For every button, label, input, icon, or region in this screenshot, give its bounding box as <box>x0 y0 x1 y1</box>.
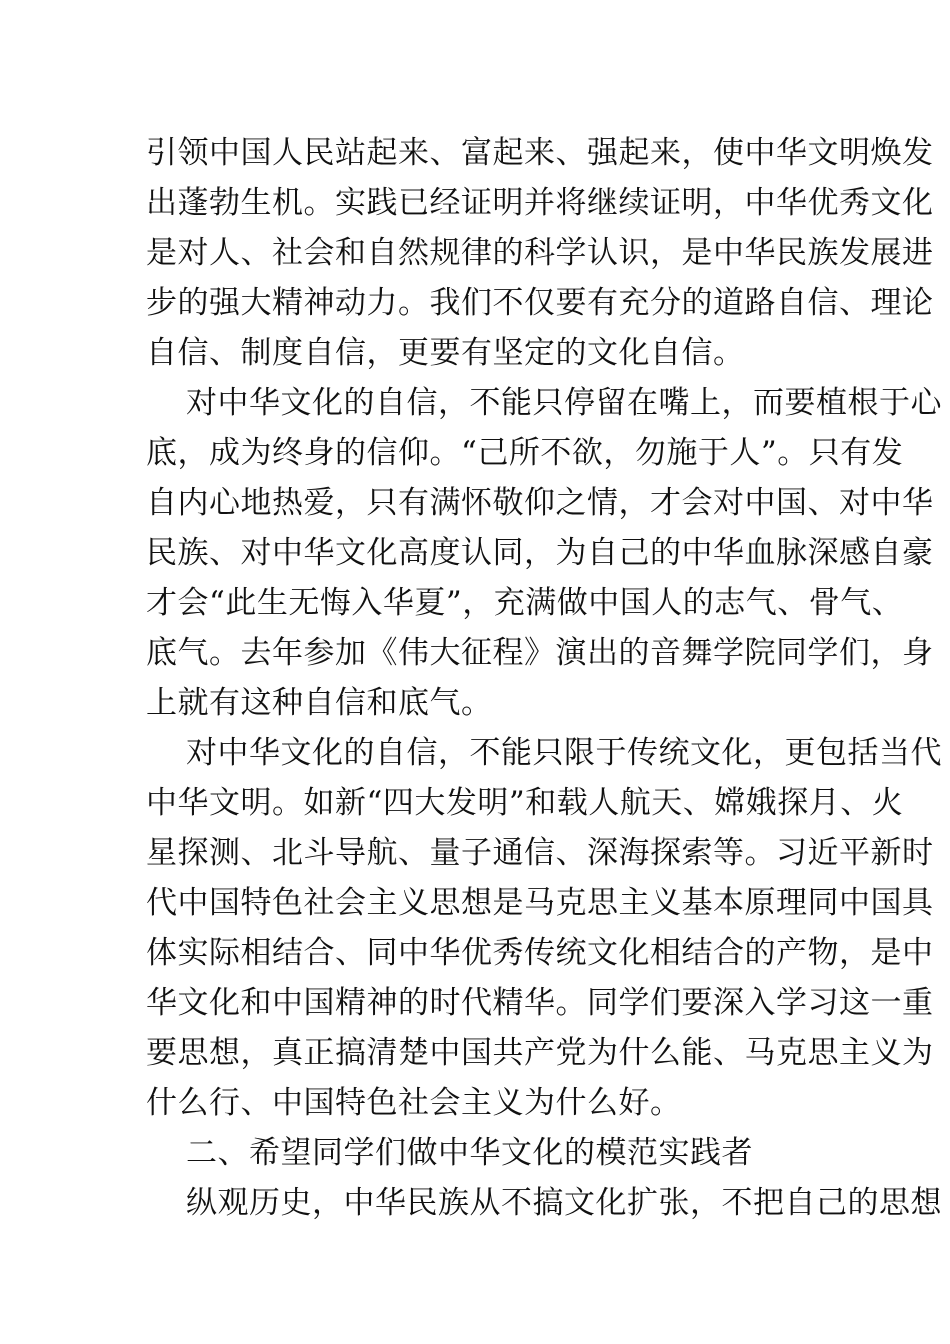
text-line-18: 华文化和中国精神的时代精华。同学们要深入学习这一重 <box>146 985 934 1021</box>
text-line-9: 民族、对中华文化高度认同，为自己的中华血脉深感自豪 <box>146 535 934 571</box>
text-line-12: 上就有这种自信和底气。 <box>146 685 493 721</box>
text-line-10: 才会“此生无悔入华夏”，充满做中国人的志气、骨气、 <box>146 585 904 621</box>
text-line-11: 底气。去年参加《伟大征程》演出的音舞学院同学们，身 <box>146 635 934 671</box>
text-line-20: 什么行、中国特色社会主义为什么好。 <box>146 1085 682 1121</box>
text-line-16: 代中国特色社会主义思想是马克思主义基本原理同中国具 <box>146 885 934 921</box>
text-line-15: 星探测、北斗导航、量子通信、深海探索等。习近平新时 <box>146 835 934 871</box>
text-line-8: 自内心地热爱，只有满怀敬仰之情，才会对中国、对中华 <box>146 485 934 521</box>
text-line-7: 底，成为终身的信仰。“己所不欲，勿施于人”。只有发 <box>146 435 904 471</box>
text-line-14: 中华文明。如新“四大发明”和载人航天、嫦娥探月、火 <box>146 785 904 821</box>
paragraph-start-line: 对中华文化的自信，不能只停留在嘴上，而要植根于心 <box>186 385 942 421</box>
paragraph-start-line: 对中华文化的自信，不能只限于传统文化，更包括当代 <box>186 735 942 771</box>
text-line-1: 引领中国人民站起来、富起来、强起来，使中华文明焕发 <box>146 135 934 171</box>
text-line-4: 步的强大精神动力。我们不仅要有充分的道路自信、理论 <box>146 285 934 321</box>
text-line-2: 出蓬勃生机。实践已经证明并将继续证明，中华优秀文化 <box>146 185 934 221</box>
section-heading: 二、希望同学们做中华文化的模范实践者 <box>186 1135 753 1171</box>
paragraph-start-line: 纵观历史，中华民族从不搞文化扩张，不把自己的思想 <box>186 1185 942 1221</box>
text-line-17: 体实际相结合、同中华优秀传统文化相结合的产物，是中 <box>146 935 934 971</box>
text-line-19: 要思想，真正搞清楚中国共产党为什么能、马克思主义为 <box>146 1035 934 1071</box>
text-line-3: 是对人、社会和自然规律的科学认识，是中华民族发展进 <box>146 235 934 271</box>
text-line-5: 自信、制度自信，更要有坚定的文化自信。 <box>146 335 745 371</box>
